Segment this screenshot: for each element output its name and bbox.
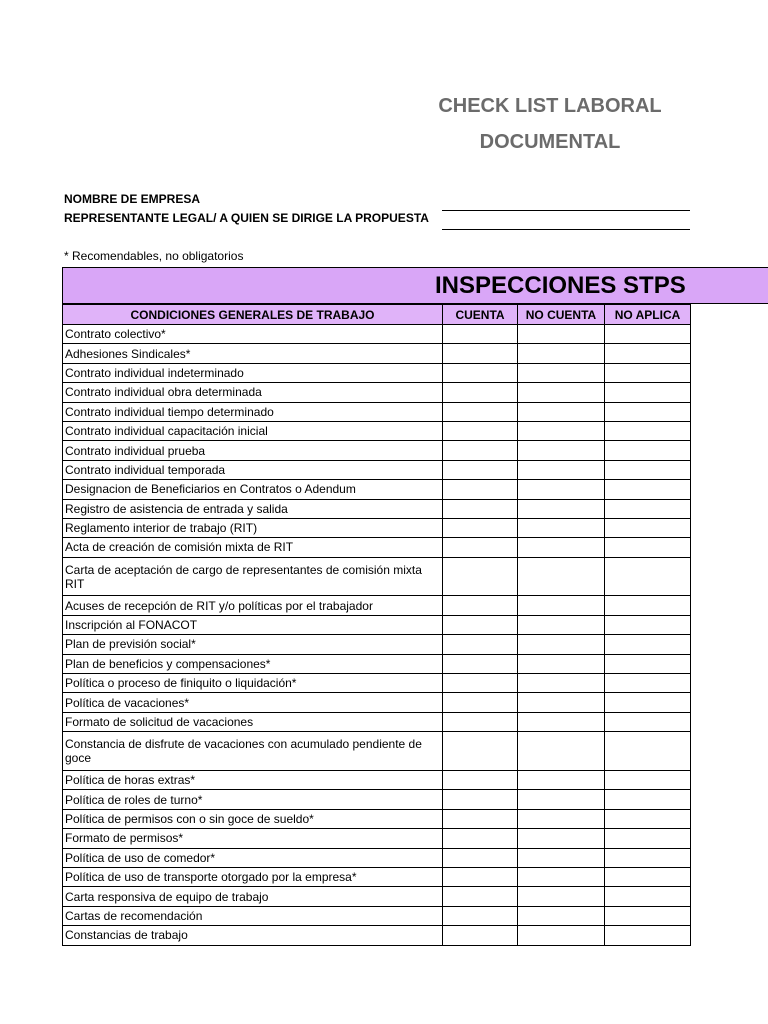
checklist-item-label: Adhesiones Sindicales* [63,344,443,363]
table-row [63,732,691,771]
no-cuenta-cell[interactable] [518,383,605,402]
no-cuenta-cell[interactable] [518,363,605,382]
title-line-1: CHECK LIST LABORAL [438,95,662,117]
checklist-item-label: Contrato individual indeterminado [63,363,443,382]
table-row [63,771,691,790]
checklist-item-label: Contrato individual tiempo determinado [63,402,443,421]
table-row [63,674,691,693]
cuenta-cell[interactable] [443,635,518,654]
table-header-row [63,305,691,325]
no-cuenta-cell[interactable] [518,829,605,848]
checklist-item-label: Reglamento interior de trabajo (RIT) [63,518,443,537]
no-aplica-cell[interactable] [605,654,691,673]
no-aplica-cell[interactable] [605,635,691,654]
cuenta-cell[interactable] [443,654,518,673]
table-row [63,615,691,634]
no-aplica-cell[interactable] [605,518,691,537]
table-row [63,518,691,537]
no-cuenta-cell[interactable] [518,441,605,460]
no-aplica-cell[interactable] [605,829,691,848]
no-cuenta-cell[interactable] [518,344,605,363]
checklist-item-label: Contrato colectivo* [63,325,443,344]
no-aplica-cell[interactable] [605,906,691,925]
company-name-label: NOMBRE DE EMPRESA [64,192,201,206]
cuenta-cell[interactable] [443,325,518,344]
table-row [63,383,691,402]
checklist-item-label: Contrato individual capacitación inicial [63,421,443,440]
no-cuenta-cell[interactable] [518,771,605,790]
cuenta-cell[interactable] [443,421,518,440]
no-cuenta-cell[interactable] [518,712,605,731]
no-aplica-cell[interactable] [605,499,691,518]
table-row [63,712,691,731]
cuenta-cell[interactable] [443,615,518,634]
no-cuenta-cell[interactable] [518,635,605,654]
document-title [400,88,700,160]
no-cuenta-cell[interactable] [518,480,605,499]
checklist-item-label: Constancia de disfrute de vacaciones con acumulado pendiente de goce [63,732,443,771]
checklist-item-label: Contrato individual temporada [63,460,443,479]
checklist-item-label: Acuses de recepción de RIT y/o políticas por el trabajador [63,596,443,615]
checklist-item-label: Política de permisos con o sin goce de sueldo* [63,809,443,828]
table-row [63,867,691,886]
cuenta-cell[interactable] [443,712,518,731]
no-cuenta-cell[interactable] [518,460,605,479]
table-row [63,441,691,460]
header-no-aplica: NO APLICA [605,305,691,325]
cuenta-cell[interactable] [443,344,518,363]
no-aplica-cell[interactable] [605,557,691,596]
cuenta-cell[interactable] [443,518,518,537]
no-cuenta-cell[interactable] [518,926,605,945]
table-row [63,809,691,828]
no-cuenta-cell[interactable] [518,790,605,809]
cuenta-cell[interactable] [443,926,518,945]
no-aplica-cell[interactable] [605,596,691,615]
checklist-item-label: Carta responsiva de equipo de trabajo [63,887,443,906]
cuenta-cell[interactable] [443,363,518,382]
checklist-item-label: Constancias de trabajo [63,926,443,945]
no-cuenta-cell[interactable] [518,867,605,886]
header-condiciones: CONDICIONES GENERALES DE TRABAJO [63,305,443,325]
cuenta-cell[interactable] [443,809,518,828]
cuenta-cell[interactable] [443,829,518,848]
checklist-item-label: Política o proceso de finiquito o liquidación* [63,674,443,693]
table-row [63,926,691,945]
table-row [63,906,691,925]
section-banner [62,267,768,304]
no-cuenta-cell[interactable] [518,421,605,440]
checklist-item-label: Plan de beneficios y compensaciones* [63,654,443,673]
no-aplica-cell[interactable] [605,325,691,344]
table-row [63,887,691,906]
table-row [63,829,691,848]
no-cuenta-cell[interactable] [518,693,605,712]
table-row [63,480,691,499]
no-aplica-cell[interactable] [605,693,691,712]
no-aplica-cell[interactable] [605,674,691,693]
checklist-item-label: Carta de aceptación de cargo de representantes de comisión mixta RIT [63,557,443,596]
table-row [63,460,691,479]
checklist-item-label: Política de horas extras* [63,771,443,790]
checklist-body [63,325,691,946]
no-cuenta-cell[interactable] [518,887,605,906]
table-row [63,654,691,673]
checklist-item-label: Contrato individual obra determinada [63,383,443,402]
recommendation-note: * Recomendables, no obligatorios [64,249,244,263]
title-line-2: DOCUMENTAL [479,131,621,153]
no-aplica-cell[interactable] [605,732,691,771]
representative-field[interactable] [442,229,690,230]
no-aplica-cell[interactable] [605,848,691,867]
table-row [63,790,691,809]
no-cuenta-cell[interactable] [518,596,605,615]
no-cuenta-cell[interactable] [518,906,605,925]
table-row [63,635,691,654]
table-row [63,402,691,421]
no-aplica-cell[interactable] [605,790,691,809]
no-aplica-cell[interactable] [605,867,691,886]
no-cuenta-cell[interactable] [518,674,605,693]
cuenta-cell[interactable] [443,674,518,693]
no-aplica-cell[interactable] [605,809,691,828]
checklist-item-label: Política de uso de transporte otorgado por la empresa* [63,867,443,886]
header-cuenta: CUENTA [443,305,518,325]
cuenta-cell[interactable] [443,790,518,809]
no-cuenta-cell[interactable] [518,518,605,537]
table-row [63,596,691,615]
no-cuenta-cell[interactable] [518,325,605,344]
header-no-cuenta: NO CUENTA [518,305,605,325]
no-aplica-cell[interactable] [605,480,691,499]
no-cuenta-cell[interactable] [518,732,605,771]
no-cuenta-cell[interactable] [518,848,605,867]
no-aplica-cell[interactable] [605,926,691,945]
no-cuenta-cell[interactable] [518,557,605,596]
cuenta-cell[interactable] [443,771,518,790]
checklist-item-label: Inscripción al FONACOT [63,615,443,634]
no-aplica-cell[interactable] [605,344,691,363]
cuenta-cell[interactable] [443,499,518,518]
table-row [63,848,691,867]
no-aplica-cell[interactable] [605,538,691,557]
cuenta-cell[interactable] [443,732,518,771]
cuenta-cell[interactable] [443,402,518,421]
table-row [63,325,691,344]
no-aplica-cell[interactable] [605,771,691,790]
checklist-item-label: Política de vacaciones* [63,693,443,712]
cuenta-cell[interactable] [443,887,518,906]
company-name-field[interactable] [442,210,690,211]
cuenta-cell[interactable] [443,867,518,886]
checklist-item-label: Cartas de recomendación [63,906,443,925]
cuenta-cell[interactable] [443,480,518,499]
table-row [63,693,691,712]
checklist-item-label: Política de roles de turno* [63,790,443,809]
no-cuenta-cell[interactable] [518,654,605,673]
table-row [63,344,691,363]
cuenta-cell[interactable] [443,693,518,712]
table-row [63,363,691,382]
checklist-item-label: Designacion de Beneficiarios en Contratos o Adendum [63,480,443,499]
no-aplica-cell[interactable] [605,363,691,382]
no-aplica-cell[interactable] [605,421,691,440]
no-aplica-cell[interactable] [605,460,691,479]
no-aplica-cell[interactable] [605,887,691,906]
checklist-item-label: Plan de previsión social* [63,635,443,654]
table-row [63,538,691,557]
checklist-table [62,304,691,946]
no-cuenta-cell[interactable] [518,615,605,634]
no-cuenta-cell[interactable] [518,402,605,421]
cuenta-cell[interactable] [443,383,518,402]
no-cuenta-cell[interactable] [518,499,605,518]
no-cuenta-cell[interactable] [518,538,605,557]
representative-label: REPRESENTANTE LEGAL/ A QUIEN SE DIRIGE LA PROPUESTA [64,211,429,225]
table-row [63,557,691,596]
section-banner-title: INSPECCIONES STPS [435,272,686,299]
cuenta-cell[interactable] [443,906,518,925]
cuenta-cell[interactable] [443,441,518,460]
checklist-item-label: Política de uso de comedor* [63,848,443,867]
cuenta-cell[interactable] [443,596,518,615]
cuenta-cell[interactable] [443,460,518,479]
no-aplica-cell[interactable] [605,441,691,460]
table-row [63,421,691,440]
no-aplica-cell[interactable] [605,615,691,634]
checklist-item-label: Formato de solicitud de vacaciones [63,712,443,731]
no-aplica-cell[interactable] [605,712,691,731]
cuenta-cell[interactable] [443,538,518,557]
checklist-item-label: Formato de permisos* [63,829,443,848]
cuenta-cell[interactable] [443,557,518,596]
checklist-item-label: Acta de creación de comisión mixta de RIT [63,538,443,557]
no-aplica-cell[interactable] [605,383,691,402]
cuenta-cell[interactable] [443,848,518,867]
checklist-item-label: Registro de asistencia de entrada y salida [63,499,443,518]
table-row [63,499,691,518]
no-cuenta-cell[interactable] [518,809,605,828]
no-aplica-cell[interactable] [605,402,691,421]
checklist-item-label: Contrato individual prueba [63,441,443,460]
